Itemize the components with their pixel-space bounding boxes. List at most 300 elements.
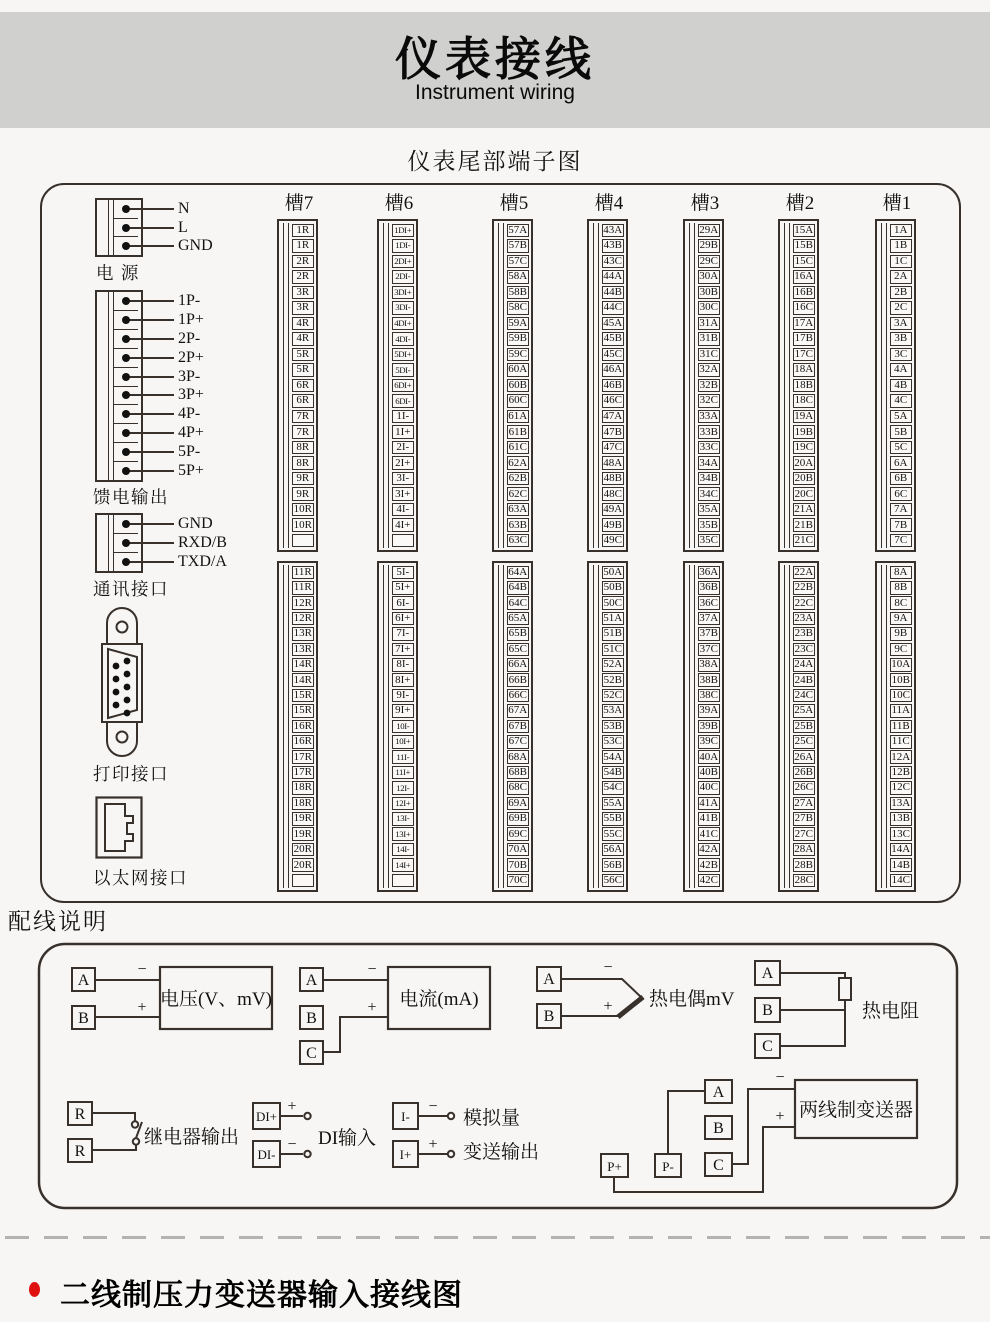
terminal-cell: 64A	[508, 565, 528, 578]
terminal-a: A	[712, 1084, 725, 1101]
terminal-cell: 19C	[793, 441, 816, 455]
terminal-cell: 17R	[292, 766, 315, 780]
ethernet-caption: 以太网接口	[93, 868, 188, 888]
terminal-cell: 2C	[890, 301, 913, 315]
terminal-cell: 69A	[508, 796, 528, 809]
pin-label: GND	[178, 237, 213, 255]
wiring-section-title: 配线说明	[8, 909, 108, 934]
terminal-cell: 9B	[890, 627, 913, 641]
connector-pin-row	[114, 237, 213, 255]
terminal-cell: 58A	[508, 270, 528, 283]
terminal-cell: 48A	[603, 456, 623, 469]
terminal-cell: 56C	[602, 874, 625, 888]
terminal-cell: 70A	[508, 843, 528, 856]
terminal-cell: 68A	[508, 750, 528, 763]
terminal-cell: 48B	[602, 472, 625, 486]
terminal-cell: 35B	[698, 518, 721, 532]
terminal-cell: 18A	[794, 363, 814, 376]
pin-wire	[126, 413, 174, 415]
terminal-block	[377, 561, 418, 892]
terminal-cell: 58C	[507, 301, 530, 315]
terminal-cell: 36B	[698, 581, 721, 595]
pin-dot-icon	[122, 335, 130, 343]
terminal-cell: 31A	[699, 316, 719, 329]
terminal-cell: 33C	[698, 441, 721, 455]
terminal-cell: 52A	[603, 658, 623, 671]
terminal-cell: 12A	[891, 750, 911, 763]
terminal-cell: 25A	[794, 704, 814, 717]
terminal-cell: 70B	[507, 858, 530, 872]
terminal-cell: 10R	[292, 503, 315, 517]
terminal-cell: 51C	[602, 643, 625, 657]
feed-output-caption: 馈电输出	[93, 487, 169, 507]
pin-label: 2P+	[178, 348, 204, 366]
terminal-cell: 28A	[794, 843, 814, 856]
terminal-cell: 7B	[890, 518, 913, 532]
terminal-block	[875, 219, 916, 552]
pin-label: TXD/A	[178, 553, 227, 570]
terminal-cell: 5I-	[392, 566, 415, 580]
terminal-cell: 6R	[292, 379, 315, 393]
pin-label: 1P+	[178, 310, 204, 328]
pin-dot-icon	[122, 520, 130, 528]
terminal-cell: 5DI+	[392, 348, 415, 362]
terminal-cell: 9I+	[392, 704, 415, 718]
terminal-cell: 25B	[793, 720, 816, 734]
terminal-cell: 54A	[603, 750, 623, 763]
terminal-cell: 7R	[292, 425, 315, 439]
terminal-cell: 10R	[292, 518, 315, 532]
terminal-cell: 12R	[292, 596, 315, 610]
terminal-cell: 3I+	[392, 487, 415, 501]
terminal-cell: 26C	[793, 781, 816, 795]
terminal-cell: 13A	[891, 796, 911, 809]
terminal-block	[277, 219, 318, 552]
terminal-cell: 38A	[699, 658, 719, 671]
terminal-i-minus: I-	[401, 1109, 410, 1124]
terminal-cell: 14I+	[392, 858, 415, 872]
terminal-block	[875, 561, 916, 892]
terminal-cell: 58B	[507, 286, 530, 300]
terminal-cell: 57B	[507, 239, 530, 253]
connector-pin-row	[114, 329, 201, 349]
terminal-cell: 4I-	[392, 503, 415, 517]
terminal-cell: 65A	[508, 612, 528, 625]
terminal-cell: 16C	[793, 301, 816, 315]
terminal-cell: 53C	[602, 735, 625, 749]
pin-label: 1P-	[178, 291, 201, 309]
terminal-cell: 36C	[698, 596, 721, 610]
terminal-cell: 40A	[699, 750, 719, 763]
terminal-cell: 29B	[698, 239, 721, 253]
minus-sign: −	[603, 959, 613, 976]
terminal-cell: 6R	[292, 394, 315, 408]
terminal-b: B	[543, 1008, 555, 1025]
pin-dot-icon	[122, 558, 130, 566]
terminal-cell: 15R	[292, 704, 315, 718]
terminal-r: R	[74, 1106, 86, 1123]
terminal-cell: 5R	[292, 348, 315, 362]
pin-label: GND	[178, 515, 213, 532]
terminal-cell: 52C	[602, 689, 625, 703]
terminal-cell: 65C	[507, 643, 530, 657]
connector-pin-row	[114, 218, 188, 238]
terminal-cell: 2R	[292, 255, 315, 269]
terminal-cell: 5A	[890, 410, 913, 424]
connector-pin-row	[114, 424, 204, 443]
terminal-cell: 34A	[699, 456, 719, 469]
terminal-cell: 7C	[890, 534, 913, 548]
terminal-cell: 40B	[698, 766, 721, 780]
terminal-cell: 2DI-	[392, 270, 415, 284]
terminal-cell: 38C	[698, 689, 721, 703]
slot-label: 槽2	[785, 193, 815, 214]
minus-sign: −	[287, 1136, 297, 1153]
terminal-cell: 14C	[890, 874, 913, 888]
terminal-cell: 39B	[698, 720, 721, 734]
terminal-cell: 1B	[890, 239, 913, 253]
pin-dot-icon	[122, 354, 130, 362]
terminal-block	[683, 561, 724, 892]
terminal-cell: 1I+	[392, 425, 415, 439]
current-box-label: 电流(mA)	[399, 989, 479, 1010]
terminal-cell: 19A	[794, 409, 814, 422]
pin-dot-icon	[122, 242, 130, 250]
terminal-cell: 3DI-	[392, 301, 415, 315]
terminal-cell: 12I-	[392, 781, 415, 795]
pin-wire	[126, 300, 174, 302]
terminal-cell: 16A	[794, 270, 814, 283]
pin-wire	[126, 561, 174, 563]
terminal-cell-empty	[392, 874, 415, 888]
terminal-cell: 61B	[507, 425, 530, 439]
terminal-cell: 1R	[292, 239, 315, 253]
terminal-cell: 67B	[507, 720, 530, 734]
pin-dot-icon	[122, 539, 130, 547]
terminal-cell: 30A	[699, 270, 719, 283]
terminal-block	[683, 219, 724, 552]
terminal-cell: 22A	[794, 565, 814, 578]
connector-pin-row	[114, 291, 201, 311]
connector-pin-row	[114, 553, 227, 571]
connector-pin-row	[114, 386, 204, 406]
terminal-cell: 24A	[794, 658, 814, 671]
terminal-a: A	[761, 965, 774, 982]
pin-wire	[126, 376, 174, 378]
terminal-cell: 4DI-	[392, 332, 415, 346]
terminal-cell: 1DI+	[392, 224, 415, 238]
terminal-a: A	[305, 972, 318, 989]
pin-wire	[126, 245, 174, 247]
terminal-cell: 47A	[603, 409, 623, 422]
dashed-separator	[5, 1236, 990, 1239]
terminal-cell: 2A	[890, 270, 913, 284]
terminal-cell: 18B	[793, 379, 816, 393]
terminal-cell: 52B	[602, 673, 625, 687]
terminal-cell: 11B	[890, 720, 913, 734]
terminal-cell: 11R	[292, 566, 315, 580]
terminal-block	[492, 561, 533, 892]
terminal-cell: 34B	[698, 472, 721, 486]
terminal-cell: 39C	[698, 735, 721, 749]
terminal-cell: 1C	[890, 255, 913, 269]
terminal-cell: 59B	[507, 332, 530, 346]
pin-dot-icon	[122, 467, 130, 475]
terminal-cell: 68C	[507, 781, 530, 795]
terminal-cell: 62C	[507, 487, 530, 501]
terminal-cell: 22C	[793, 596, 816, 610]
terminal-cell: 14R	[292, 658, 315, 672]
connector-pin-row	[114, 462, 204, 480]
relay-label: 继电器输出	[144, 1127, 240, 1148]
terminal-cell: 4I+	[392, 518, 415, 532]
terminal-cell: 42A	[699, 843, 719, 856]
terminal-cell: 60C	[507, 394, 530, 408]
terminal-cell: 59A	[508, 316, 528, 329]
terminal-cell: 54C	[602, 781, 625, 795]
terminal-cell: 8I-	[392, 658, 415, 672]
terminal-cell: 44A	[603, 270, 623, 283]
terminal-i-plus: I+	[399, 1147, 412, 1162]
terminal-cell: 61C	[507, 441, 530, 455]
terminal-cell: 26B	[793, 766, 816, 780]
terminal-cell: 13R	[292, 643, 315, 657]
terminal-cell: 7R	[292, 410, 315, 424]
terminal-cell: 7A	[890, 503, 913, 517]
terminal-b: B	[713, 1120, 724, 1137]
terminal-cell: 1I-	[392, 410, 415, 424]
terminal-cell: 36A	[699, 565, 719, 578]
terminal-cell: 18R	[292, 797, 315, 811]
terminal-cell: 10I-	[392, 720, 415, 734]
pin-wire	[126, 542, 174, 544]
terminal-cell: 19R	[292, 812, 315, 826]
terminal-cell: 41C	[698, 827, 721, 841]
terminal-cell: 55B	[602, 812, 625, 826]
terminal-cell: 17B	[793, 332, 816, 346]
feed-output-connector	[95, 290, 204, 482]
minus-sign: −	[367, 961, 377, 978]
terminal-cell: 3R	[292, 286, 315, 300]
connector-pin-row	[114, 310, 204, 330]
terminal-cell: 67C	[507, 735, 530, 749]
terminal-cell: 69B	[507, 812, 530, 826]
slot-label: 槽7	[284, 193, 314, 214]
terminal-cell: 8R	[292, 441, 315, 455]
terminal-block	[587, 219, 628, 552]
terminal-cell: 13C	[890, 827, 913, 841]
terminal-cell-empty	[392, 534, 415, 548]
terminal-cell: 8B	[890, 581, 913, 595]
terminal-cell: 10A	[891, 658, 911, 671]
voltage-circuit	[72, 961, 272, 1029]
terminal-p-minus: P-	[662, 1159, 674, 1174]
two-wire-box-label: 两线制变送器	[798, 1100, 914, 1121]
pin-label: 4P+	[178, 424, 204, 442]
terminal-cell: 3B	[890, 332, 913, 346]
terminal-cell: 6I+	[392, 612, 415, 626]
terminal-cell: 53A	[603, 704, 623, 717]
pin-wire	[126, 338, 174, 340]
terminal-cell: 16B	[793, 286, 816, 300]
terminal-cell: 6DI+	[392, 379, 415, 393]
header-band	[0, 12, 990, 128]
terminal-cell: 45B	[602, 332, 625, 346]
terminal-cell: 3I-	[392, 472, 415, 486]
terminal-di-plus: DI+	[255, 1109, 278, 1124]
terminal-cell: 65B	[507, 627, 530, 641]
terminal-cell: 55A	[603, 796, 623, 809]
slot-label: 槽3	[690, 193, 720, 214]
terminal-cell: 63A	[508, 503, 528, 516]
terminal-cell: 66C	[507, 689, 530, 703]
terminal-cell: 34C	[698, 487, 721, 501]
page-title: 仪表接线	[395, 32, 595, 85]
pin-label: 3P+	[178, 386, 204, 404]
terminal-cell: 2I-	[392, 441, 415, 455]
slot-label: 槽1	[882, 193, 912, 214]
terminal-cell: 59C	[507, 348, 530, 362]
terminal-cell: 6C	[890, 487, 913, 501]
pin-dot-icon	[122, 224, 130, 232]
terminal-cell: 17R	[292, 750, 315, 764]
terminal-cell: 61A	[508, 409, 528, 422]
plus-sign: +	[367, 999, 377, 1016]
footer-section-title: 二线制压力变送器输入接线图	[60, 1279, 463, 1312]
terminal-cell: 20B	[793, 472, 816, 486]
terminal-cell: 12B	[890, 766, 913, 780]
pin-label: L	[178, 218, 188, 236]
terminal-cell: 14R	[292, 673, 315, 687]
pin-dot-icon	[122, 373, 130, 381]
terminal-cell: 6B	[890, 472, 913, 486]
terminal-cell: 3A	[890, 317, 913, 331]
terminal-cell: 13I-	[392, 812, 415, 826]
terminal-cell: 3R	[292, 301, 315, 315]
terminal-cell: 20R	[292, 843, 315, 857]
terminal-cell: 60B	[507, 379, 530, 393]
terminal-cell: 69C	[507, 827, 530, 841]
terminal-cell: 46A	[603, 363, 623, 376]
terminal-cell: 10I+	[392, 735, 415, 749]
terminal-cell: 37B	[698, 627, 721, 641]
terminal-cell: 63B	[507, 518, 530, 532]
terminal-cell: 1R	[292, 224, 315, 238]
two-wire-transmitter-circuit	[601, 1069, 917, 1192]
terminal-cell: 23C	[793, 643, 816, 657]
terminal-c: C	[306, 1045, 317, 1062]
thermocouple-circuit	[537, 959, 735, 1028]
terminal-cell: 55C	[602, 827, 625, 841]
terminal-cell: 10C	[890, 689, 913, 703]
terminal-cell: 50C	[602, 596, 625, 610]
terminal-cell: 29A	[699, 223, 719, 236]
terminal-cell: 42C	[698, 874, 721, 888]
connector-pin-row	[114, 199, 190, 219]
terminal-cell: 48C	[602, 487, 625, 501]
terminal-cell: 32C	[698, 394, 721, 408]
terminal-cell: 3DI+	[392, 286, 415, 300]
terminal-cell: 8R	[292, 456, 315, 470]
terminal-cell: 47C	[602, 441, 625, 455]
voltage-box-label: 电压(V、mV)	[160, 989, 272, 1010]
terminal-cell: 37A	[699, 612, 719, 625]
terminal-cell: 47B	[602, 425, 625, 439]
terminal-cell: 4C	[890, 394, 913, 408]
terminal-cell: 21A	[794, 503, 814, 516]
terminal-cell: 14A	[891, 843, 911, 856]
terminal-cell: 15A	[794, 223, 814, 236]
terminal-cell: 18C	[793, 394, 816, 408]
terminal-cell: 50B	[602, 581, 625, 595]
terminal-cell: 10B	[890, 673, 913, 687]
terminal-cell: 21B	[793, 518, 816, 532]
pin-label: 5P+	[178, 462, 204, 480]
pin-wire	[126, 227, 174, 229]
printer-port-caption: 打印接口	[93, 764, 169, 784]
terminal-cell: 12R	[292, 612, 315, 626]
terminal-cell: 2B	[890, 286, 913, 300]
terminal-block	[778, 561, 819, 892]
comm-port-connector	[95, 513, 227, 573]
terminal-cell: 12C	[890, 781, 913, 795]
analog-label-2: 变送输出	[463, 1142, 540, 1163]
wiring-diagrams	[36, 941, 960, 1213]
terminal-cell: 43A	[603, 223, 623, 236]
terminal-cell: 62A	[508, 456, 528, 469]
terminal-cell: 28B	[793, 858, 816, 872]
terminal-cell: 27C	[793, 827, 816, 841]
terminal-cell: 41B	[698, 812, 721, 826]
terminal-cell: 17A	[794, 316, 814, 329]
terminal-cell: 45A	[603, 316, 623, 329]
pin-dot-icon	[122, 391, 130, 399]
terminal-cell: 4A	[890, 363, 913, 377]
terminal-block	[492, 219, 533, 552]
connector-pin-row	[114, 443, 201, 462]
terminal-cell: 26A	[794, 750, 814, 763]
terminal-a: A	[543, 971, 555, 988]
terminal-cell: 32B	[698, 379, 721, 393]
terminal-section-title: 仪表尾部端子图	[407, 149, 583, 174]
red-bullet-icon	[29, 1282, 40, 1297]
plus-sign: +	[775, 1108, 785, 1125]
terminal-cell: 11A	[891, 704, 911, 717]
pin-wire	[126, 208, 174, 210]
terminal-cell: 28C	[793, 874, 816, 888]
pin-label: 5P-	[178, 443, 201, 461]
terminal-cell: 9A	[890, 612, 913, 626]
terminal-cell: 49B	[602, 518, 625, 532]
terminal-cell: 66A	[508, 658, 528, 671]
terminal-cell: 60A	[508, 363, 528, 376]
terminal-cell: 11C	[890, 735, 913, 749]
terminal-cell: 11I-	[392, 750, 415, 764]
slot-label: 槽5	[499, 193, 529, 214]
terminal-b: B	[306, 1010, 317, 1027]
terminal-cell: 4R	[292, 332, 315, 346]
terminal-cell: 9R	[292, 487, 315, 501]
terminal-cell: 38B	[698, 673, 721, 687]
terminal-cell: 6I-	[392, 596, 415, 610]
connector-pin-row	[114, 367, 201, 387]
terminal-a: A	[77, 972, 90, 989]
terminal-cell: 20A	[794, 456, 814, 469]
terminal-cell: 13I+	[392, 827, 415, 841]
terminal-cell: 13R	[292, 627, 315, 641]
terminal-cell: 63C	[507, 534, 530, 548]
terminal-cell: 15R	[292, 689, 315, 703]
